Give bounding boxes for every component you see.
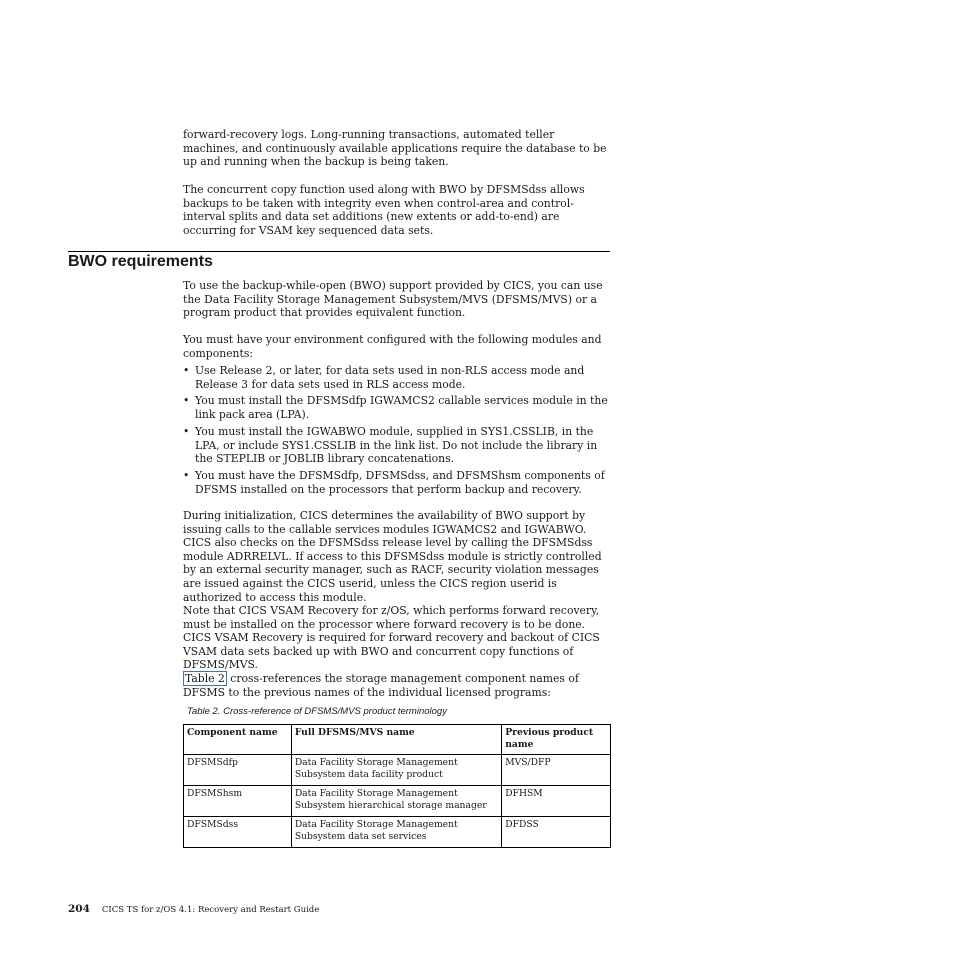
table-cell: Data Facility Storage Management Subsystem data set services	[291, 817, 501, 848]
column-header: Component name	[184, 725, 292, 755]
section-paragraph-3: During initialization, CICS determines the availability of BWO support by issuing calls to the callable services modules IGWAMCS2 and IGWABWO. CICS also checks on the DFSMSdss release level by calling the DFSMSdss module ADRRELVL. If access to this DFSMSdss module is strictly controlled by an external security manager, such as RACF, security violation messages are issued against the CICS userid, unless the CICS region userid is authorized to access this module.	[183, 509, 602, 604]
section-paragraph-1: To use the backup-while-open (BWO) support provided by CICS, you can use the Data Facility Storage Management Subsystem/MVS (DFSMS/MVS) or a program product that provides equivalent function.	[183, 279, 603, 320]
column-header: Previous product name	[502, 725, 611, 755]
table-row	[184, 817, 611, 848]
table-header-row	[184, 725, 611, 755]
table-cell: Data Facility Storage Management Subsystem hierarchical storage manager	[291, 786, 501, 817]
list-item-text: You must install the IGWABWO module, supplied in SYS1.CSSLIB, in the LPA, or include SYS1.CSSLIB in the link list. Do not include the library in the STEPLIB or JOBLIB library concatenations.	[195, 425, 598, 466]
table-cell: DFHSM	[502, 786, 611, 817]
intro-paragraph-2: The concurrent copy function used along with BWO by DFSMSdss allows backups to be taken with integrity even when control-area and control-interval splits and data set additions (new extents or add-to-end) are occurring for VSAM key sequenced data sets.	[183, 183, 585, 237]
intro-paragraph-1: forward-recovery logs. Long-running transactions, automated teller machines, and continuously available applications require the database to be up and running when the backup is being taken.	[183, 128, 607, 169]
list-item	[183, 364, 613, 391]
table-row	[184, 755, 611, 786]
section-paragraph-5	[183, 672, 613, 699]
section-divider	[68, 251, 610, 252]
table-caption: Table 2. Cross-reference of DFSMS/MVS product terminology	[187, 706, 447, 717]
table-2-link[interactable]: Table 2	[185, 672, 225, 685]
bullet-icon: •	[183, 364, 190, 377]
table-cell: DFSMShsm	[184, 786, 292, 817]
list-item	[183, 394, 613, 421]
document-title: CICS TS for z/OS 4.1: Recovery and Restart Guide	[101, 905, 320, 915]
list-item	[183, 469, 613, 496]
page-number: 204	[68, 903, 90, 915]
bullet-icon: •	[183, 425, 190, 438]
paragraph-5-text: cross-references the storage management component names of DFSMS to the previous names of the individual licensed programs:	[183, 672, 579, 699]
cross-reference-table	[183, 724, 611, 848]
bullet-icon: •	[183, 394, 190, 407]
table-cell: DFDSS	[502, 817, 611, 848]
list-item-text: You must have the DFSMSdfp, DFSMSdss, and DFSMShsm components of DFSMS installed on the processors that perform backup and recovery.	[195, 469, 605, 496]
list-item-text: You must install the DFSMSdfp IGWAMCS2 callable services module in the link pack area (LPA).	[195, 394, 608, 421]
list-item-text: Use Release 2, or later, for data sets used in non-RLS access mode and Release 3 for data sets used in RLS access mode.	[195, 364, 585, 391]
table-row	[184, 786, 611, 817]
table-cell: DFSMSdss	[184, 817, 292, 848]
list-item	[183, 425, 613, 466]
table-cell: DFSMSdfp	[184, 755, 292, 786]
section-heading: BWO requirements	[68, 253, 213, 270]
section-paragraph-2: You must have your environment configured with the following modules and components:	[183, 333, 602, 360]
section-paragraph-4: Note that CICS VSAM Recovery for z/OS, which performs forward recovery, must be installed on the processor where forward recovery is to be done. CICS VSAM Recovery is required for forward recovery and backout of CICS VSAM data sets backed up with BWO and concurrent copy functions of DFSMS/MVS.	[183, 604, 600, 672]
bullet-icon: •	[183, 469, 190, 482]
table-cell: MVS/DFP	[502, 755, 611, 786]
column-header: Full DFSMS/MVS name	[291, 725, 501, 755]
table-cell: Data Facility Storage Management Subsystem data facility product	[291, 755, 501, 786]
page-footer	[68, 903, 319, 916]
